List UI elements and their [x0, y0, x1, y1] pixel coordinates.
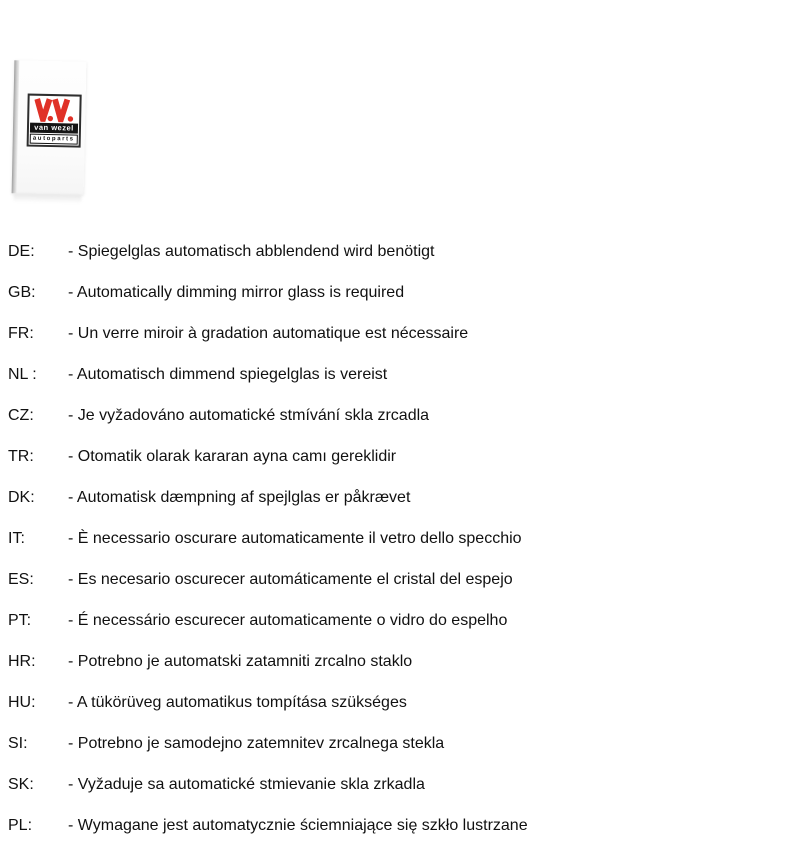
language-code-label: SK:: [8, 776, 34, 793]
translation-row: [8, 570, 800, 611]
translation-row: [8, 242, 800, 283]
translation-text: - Je vyžadováno automatické stmívání skla zrcadla: [68, 407, 430, 424]
translation-row: [8, 406, 800, 447]
translation-row: [8, 775, 800, 816]
language-code-label: HU:: [8, 694, 36, 711]
logo-mark: [30, 97, 79, 124]
language-code-label: NL :: [8, 366, 37, 383]
language-code-label: FR:: [8, 325, 34, 342]
language-code-label: DE:: [8, 243, 35, 260]
translation-row: [8, 365, 800, 406]
language-code-label: ES:: [8, 571, 34, 588]
language-code-label: GB:: [8, 284, 36, 301]
language-code-label: DK:: [8, 489, 35, 506]
translation-row: [8, 816, 800, 854]
translation-text: - Potrebno je samodejno zatemnitev zrcalnega stekla: [68, 735, 445, 752]
van-wezel-logo: [27, 94, 82, 148]
translation-text: - Un verre miroir à gradation automatique est nécessaire: [68, 325, 469, 342]
translation-text: - Spiegelglas automatisch abblendend wird benötigt: [68, 243, 435, 260]
language-code-label: CZ:: [8, 407, 34, 424]
translation-row: [8, 529, 800, 570]
translation-text: - Vyžaduje sa automatické stmievanie skla zrkadla: [68, 776, 425, 793]
translation-text: - Es necesario oscurecer automáticamente el cristal del espejo: [68, 571, 513, 588]
translation-row: [8, 283, 800, 324]
translation-row: [8, 447, 800, 488]
vw-double-v-icon: [34, 98, 74, 123]
language-code-label: IT:: [8, 530, 25, 547]
translation-row: [8, 488, 800, 529]
translation-row: [8, 611, 800, 652]
translation-text: - Wymagane jest automatycznie ściemniające się szkło lustrzane: [68, 817, 528, 834]
language-code-label: SI:: [8, 735, 28, 752]
translation-text: - È necessario oscurare automaticamente il vetro dello specchio: [68, 530, 522, 547]
language-code-label: PT:: [8, 612, 32, 629]
box-spine: [12, 60, 20, 193]
language-code-label: HR:: [8, 653, 36, 670]
translation-row: [8, 693, 800, 734]
translation-row: [8, 734, 800, 775]
translation-text: - Automatisk dæmpning af spejlglas er påkrævet: [68, 489, 411, 506]
translation-text: - Automatisch dimmend spiegelglas is vereist: [68, 366, 388, 383]
logo-subtext: autoparts: [30, 134, 78, 145]
translation-text: - É necessário escurecer automaticamente o vidro do espelho: [68, 612, 508, 629]
translation-text: - Potrebno je automatski zatamniti zrcalno staklo: [68, 653, 413, 670]
translations-list: [8, 242, 800, 854]
translation-row: [8, 652, 800, 693]
language-code-label: TR:: [8, 448, 34, 465]
product-box: [12, 60, 87, 194]
translation-row: [8, 324, 800, 365]
translation-text: - Otomatik olarak kararan ayna camı gereklidir: [68, 448, 397, 465]
translation-text: - A tükörüveg automatikus tompítása szükséges: [68, 694, 407, 711]
translation-text: - Automatically dimming mirror glass is required: [68, 284, 405, 301]
logo-brand-text: van wezel: [30, 123, 78, 134]
language-code-label: PL:: [8, 817, 33, 834]
